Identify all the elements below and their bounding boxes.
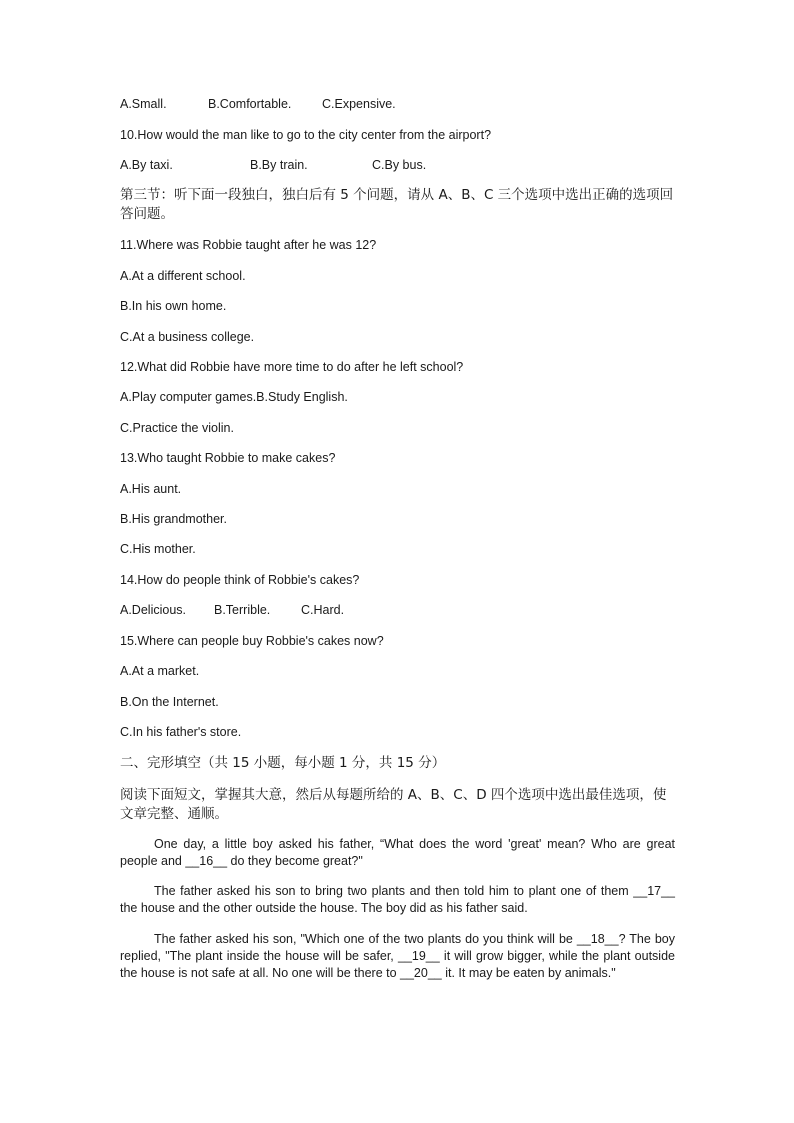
q15-option-b: B.On the Internet. — [120, 695, 219, 709]
q12-question: 12.What did Robbie have more time to do after he left school? — [120, 360, 464, 374]
q14-option-b: B.Terrible. — [214, 603, 271, 617]
q11-option-b: B.In his own home. — [120, 299, 227, 313]
q15-option-c: C.In his father's store. — [120, 725, 242, 739]
q9-options — [120, 96, 396, 113]
q12-option-c: C.Practice the violin. — [120, 421, 234, 435]
q13-option-b: B.His grandmother. — [120, 512, 227, 526]
passage-paragraph-1: One day, a little boy asked his father, “What does the word 'great' mean? Who are great people and __16__ do they become great?" — [120, 837, 675, 868]
part2-heading: 二、完形填空（共 15 小题，每小题 1 分，共 15 分） — [120, 755, 446, 771]
q13-option-c: C.His mother. — [120, 542, 196, 556]
q12-option-ab: A.Play computer games.B.Study English. — [120, 390, 348, 404]
q10-option-c: C.By bus. — [372, 158, 427, 172]
q11-question: 11.Where was Robbie taught after he was 12? — [120, 238, 377, 252]
q15-question: 15.Where can people buy Robbie's cakes now? — [120, 634, 384, 648]
q9-option-a: A.Small. — [120, 97, 167, 111]
q13-option-a: A.His aunt. — [120, 482, 182, 496]
q9-option-c: C.Expensive. — [322, 97, 396, 111]
q14-question: 14.How do people think of Robbie's cakes? — [120, 573, 360, 587]
q10-option-a: A.By taxi. — [120, 158, 173, 172]
q14-option-a: A.Delicious. — [120, 603, 186, 617]
q10-question: 10.How would the man like to go to the city center from the airport? — [120, 128, 492, 142]
q15-option-a: A.At a market. — [120, 664, 200, 678]
q11-option-c: C.At a business college. — [120, 330, 255, 344]
q13-question: 13.Who taught Robbie to make cakes? — [120, 451, 336, 465]
part2-instruction: 阅读下面短文，掌握其大意，然后从每题所给的 A、B、C、D 四个选项中选出最佳选项，使文章完整、通顺。 — [120, 787, 667, 822]
q11-option-a: A.At a different school. — [120, 269, 246, 283]
section3-instruction: 第三节：听下面一段独白，独白后有 5 个问题，请从 A、B、C 三个选项中选出正确的选项回答问题。 — [120, 187, 674, 222]
passage-paragraph-2: The father asked his son to bring two plants and then told him to plant one of them __17__ the house and the other outside the house. The boy did as his father said. — [120, 884, 675, 915]
q9-option-b: B.Comfortable. — [208, 97, 292, 111]
q14-option-c: C.Hard. — [301, 603, 345, 617]
q10-options — [120, 157, 427, 174]
passage-paragraph-3: The father asked his son, "Which one of the two plants do you think will be __18__? The boy replied, "The plant inside the house will be safer, __19__ it will grow bigger, while the plant outside the house is not safe at all. No one will be there to __20__ it. It may be eaten by animals." — [120, 932, 675, 980]
q10-option-b: B.By train. — [250, 158, 308, 172]
q14-options — [120, 602, 345, 619]
